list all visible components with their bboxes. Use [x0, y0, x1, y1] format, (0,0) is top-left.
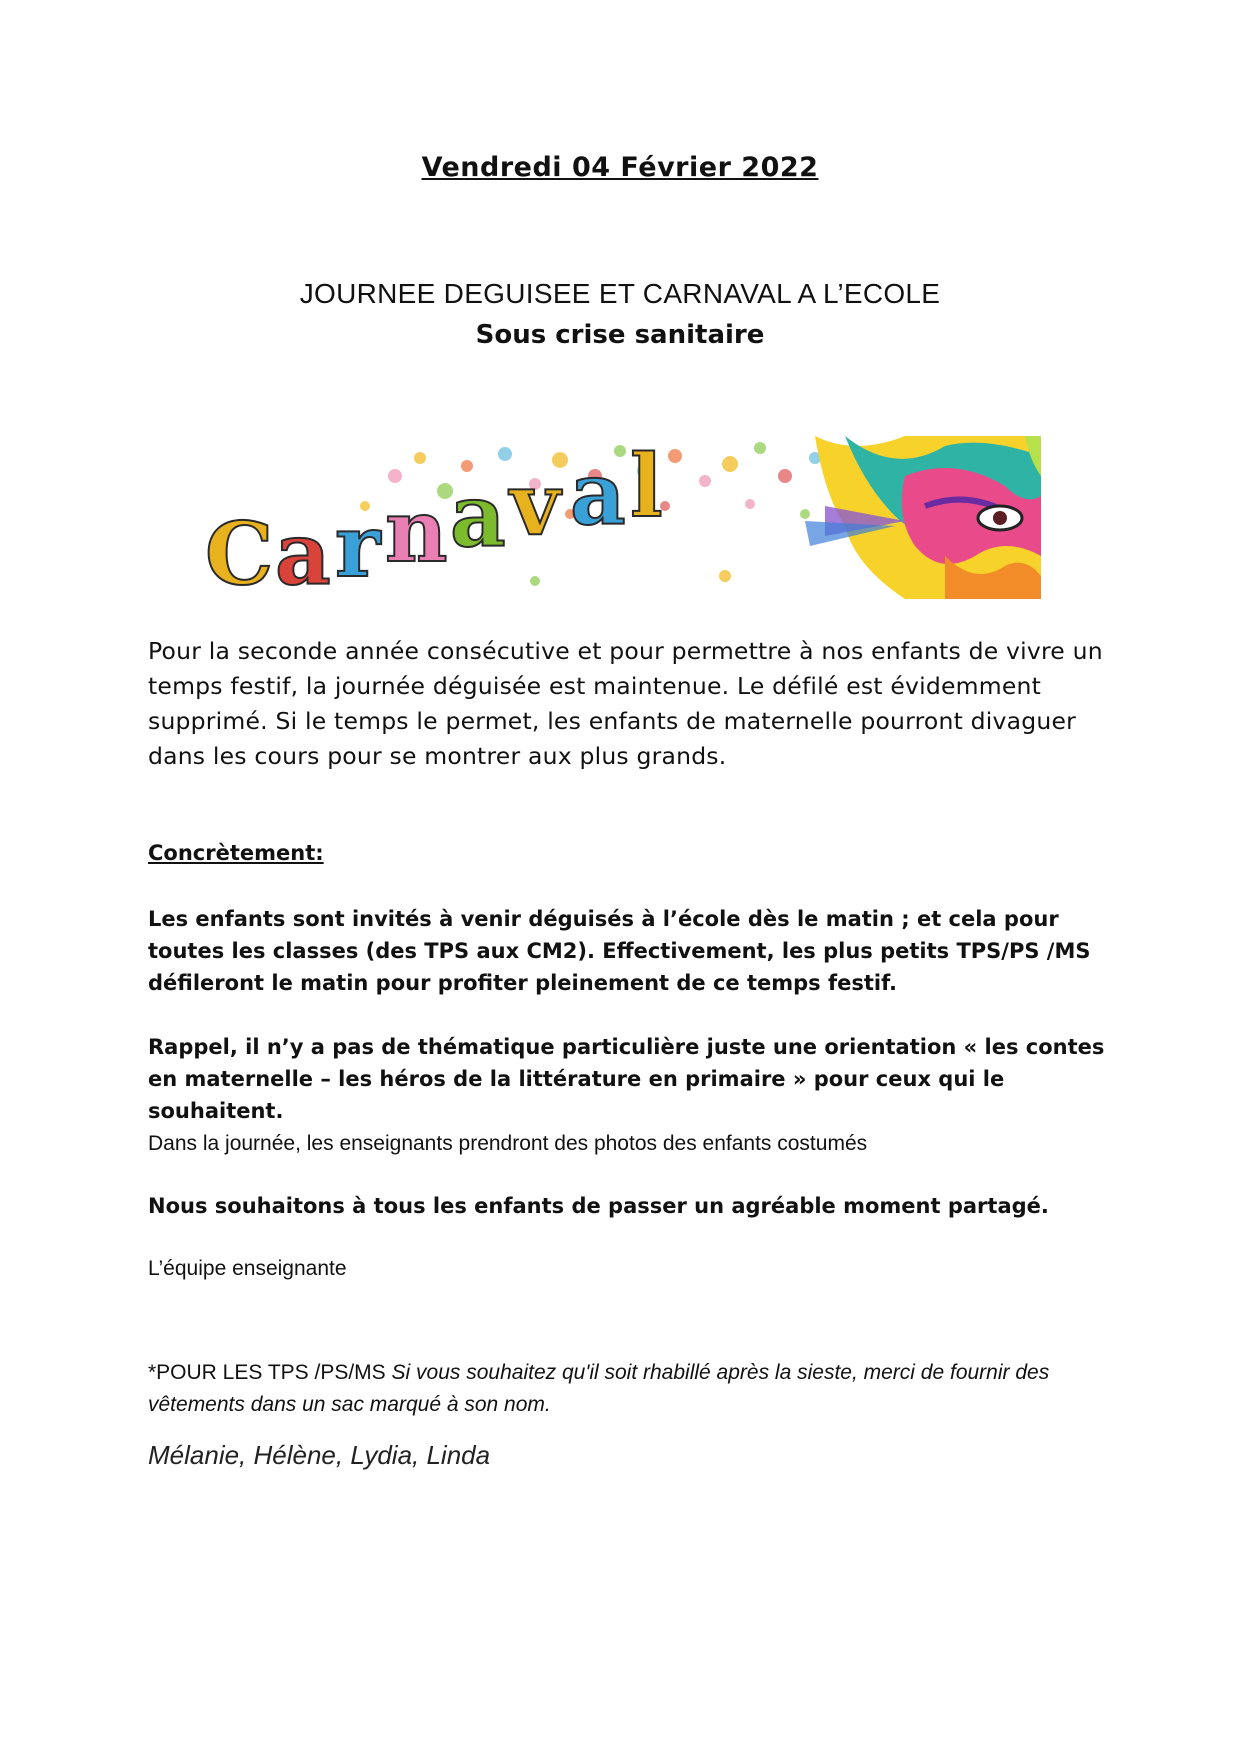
footnote-prefix: *POUR LES TPS /PS/MS [148, 1361, 386, 1384]
date-heading: Vendredi 04 Février 2022 [421, 152, 819, 183]
section-heading: Concrètement: [148, 841, 324, 865]
footnote [148, 1357, 1108, 1421]
closing-line: L’équipe enseignante [148, 1257, 347, 1280]
svg-text:a: a [570, 444, 626, 545]
paragraph-theme-reminder: Rappel, il n’y a pas de thématique particulière juste une orientation « les contes en maternelle – les héros de la littérature en primaire » pour ceux qui le souhaitent. [148, 1035, 1105, 1123]
paragraph-photos: Dans la journée, les enseignants prendront des photos des enfants costumés [148, 1132, 868, 1155]
intro-paragraph: Pour la seconde année consécutive et pour permettre à nos enfants de vivre un temps festif, la journée déguisée est maintenue. Le défilé est évidemment supprimé. Si le temps le permet, les enfants de maternelle pourront divaguer dans les cours pour se montrer aux plus grands. [148, 637, 1103, 770]
svg-text:l: l [630, 436, 663, 537]
mask-decoration [805, 436, 1041, 599]
svg-text:a: a [275, 504, 331, 599]
paragraph-wishes: Nous souhaitons à tous les enfants de passer un agréable moment partagé. [148, 1194, 1049, 1218]
footnote-text: Si vous souhaitez qu'il soit rhabillé après la sieste, merci de fournir des vêtements dans un sac marqué à son nom. [148, 1361, 1050, 1416]
svg-text:C: C [205, 504, 274, 599]
paragraph-costume-instructions: Les enfants sont invités à venir déguisés à l’école dès le matin ; et cela pour toutes les classes (des TPS aux CM2). Effectivement, les plus petits TPS/PS /MS défileront le matin pour profiter pleinement de ce temps festif. [148, 907, 1091, 995]
document-title: JOURNEE DEGUISEE ET CARNAVAL A L’ECOLE [299, 278, 941, 309]
signature: Mélanie, Hélène, Lydia, Linda [148, 1440, 491, 1470]
carnaval-banner-image [205, 436, 1041, 599]
svg-text:v: v [510, 454, 560, 555]
carnaval-lettering [205, 436, 663, 599]
svg-text:n: n [385, 481, 448, 582]
document-subtitle: Sous crise sanitaire [475, 320, 765, 350]
svg-text:r: r [335, 496, 381, 597]
svg-text:a: a [450, 466, 506, 567]
